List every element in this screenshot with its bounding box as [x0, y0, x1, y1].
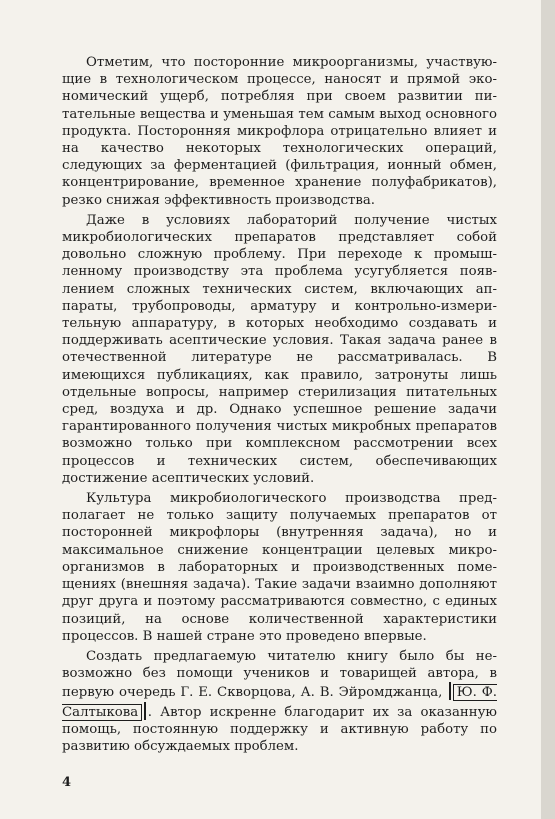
paragraph-2: Даже в условиях лабораторий получение чистых микробиологических препаратов представляет собой довольно сложную проблему. При переходе к промышленному производству эта проблема усугубляется появлением сложных технических систем, включающих аппараты, трубопроводы, арматуру и контрольно-измерительную аппаратуру, в которых необходимо создавать и поддерживать асептические условия. Такая задача ранее в отечественной литературе не рассматривалась. В имеющихся публикациях, как правило, затронуты лишь отдельные вопросы, например стерилизация питательных сред, воздуха и др. Однако успешное решение задачи гарантированного получения чистых микробных препаратов возможно только при комплексном рассмотрении всех процессов и технических систем, обеспечивающих достижение асептических условий.	[62, 212, 497, 486]
paragraph-4	[62, 648, 497, 755]
page-edge-shadow	[541, 0, 555, 819]
margin-bar-right	[144, 702, 146, 720]
page-number: 4	[62, 775, 72, 790]
paragraph-3: Культура микробиологического производства предполагает не только защиту получаемых препаратов от посторонней микрофлоры (внутренняя задача), но и максимальное снижение концентрации целевых микроорганизмов в лабораторных и производственных помещениях (внешняя задача). Такие задачи взаимно дополняют друг друга и поэтому рассматриваются совместно, с единых позиций, на основе количественной характеристики процессов. В нашей стране это проведено впервые.	[62, 491, 497, 644]
paragraph-4-end: . Автор искренне благодарит их за оказанную помощь, постоянную поддержку и активную работу по развитию обсуждаемых проблем.	[62, 704, 497, 754]
margin-bar-left	[449, 682, 451, 700]
body-text	[62, 54, 497, 758]
paragraph-1: Отметим, что посторонние микроорганизмы, участвующие в технологическом процессе, наносят и прямой экономический ущерб, потребляя при своем развитии питательные вещества и уменьшая тем самым выход основного продукта. Посторонняя микрофлора отрицательно влияет и на качество некоторых технологических операций, следующих за ферментацией (фильтрация, ионный обмен, концентрирование, временное хранение полуфабрикатов), резко снижая эффективность производства.	[62, 55, 497, 208]
boxed-name: Ю. Ф. Салтыкова	[62, 685, 498, 720]
paragraph-4-start: Создать предлагаемую читателю книгу было бы невозможно без помощи учеников и товарищей автора, в первую очередь Г. Е. Скворцова, А. В. Эйромджанца,	[62, 648, 497, 701]
